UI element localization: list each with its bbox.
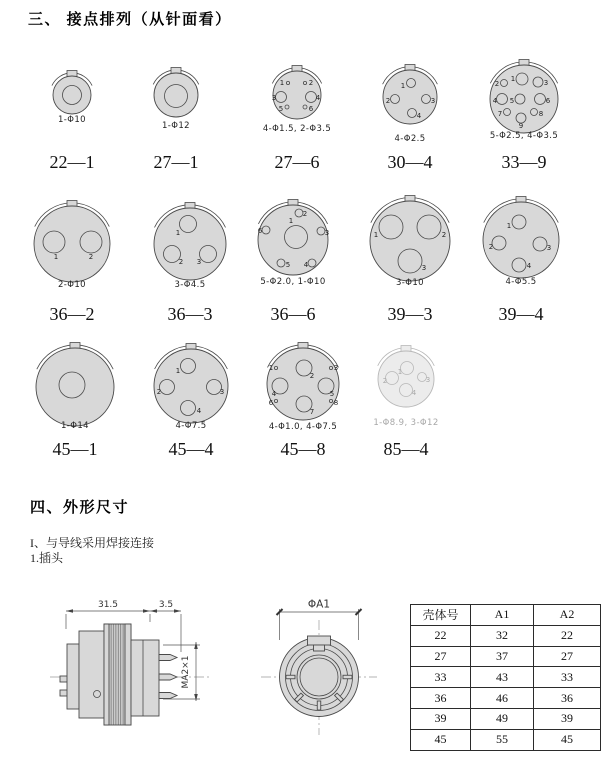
contact-hole [516,73,528,85]
table-header-cell: A2 [534,605,601,626]
table-cell: 39 [534,708,601,729]
table-row [411,688,601,709]
contact-hole [308,259,316,267]
connector-name: 33—9 [501,152,547,172]
contact-size-label: 3-Φ10 [396,278,424,288]
connector-name: 36—3 [167,304,213,324]
table-cell: 36 [411,688,471,709]
shell-dimension-table [410,604,601,751]
contact-size-label: 5-Φ2.5, 4-Φ3.5 [489,131,559,141]
contact-number: 4 [271,390,277,398]
contact-size-label: 2-Φ10 [58,280,86,290]
contact-hole [303,105,307,109]
contact-number: 1 [53,253,59,261]
connector-name: 39—3 [387,304,433,324]
bayonet-notch [343,675,352,679]
contact-hole [303,81,306,84]
contact-number: 5 [509,97,515,105]
contact-hole [401,362,414,375]
contact-hole [408,109,417,118]
contact-number: 5 [329,390,335,398]
dimension-value: 31.5 [97,600,119,610]
contact-number: 1 [268,364,274,372]
solder-pin [159,674,177,680]
contact-hole [160,380,175,395]
thread-spec: MA2×1 [181,655,191,689]
contact-number: 6 [257,227,263,235]
contact-hole [501,80,508,87]
contact-number: 1 [506,222,512,230]
connector-figure [154,344,228,460]
contact-number: 4 [416,112,422,120]
table-cell: 27 [534,646,601,667]
contact-size-label: 3-Φ4.5 [174,280,206,290]
connector-name: 45—4 [168,439,214,459]
contact-size-label: 5-Φ2.0, 1-Φ10 [260,277,326,287]
contact-hole [80,231,102,253]
contact-hole [515,94,525,104]
contact-number: 3 [425,376,431,384]
connector-figure [490,60,558,173]
connector-figure [36,343,114,460]
contact-size-label: 4-Φ7.5 [175,421,207,431]
contact-hole [417,215,441,239]
connector-name: 45—8 [280,439,326,459]
bayonet-notch [317,701,321,710]
connector-figure [483,197,559,325]
contact-hole [535,94,546,105]
contact-number: 3 [543,79,549,87]
ring-band [104,624,109,725]
connector-figure [267,343,339,460]
contact-number: 1 [510,75,516,83]
contact-number: 4 [411,389,417,397]
contact-number: 6 [308,105,314,113]
connector-figure [50,71,95,173]
contact-number: 3 [196,258,202,266]
contact-hole [533,237,547,251]
connector-name: 27—6 [274,152,320,172]
contact-hole [533,77,543,87]
section-3-title: 三、 接点排列（从针面看） [28,11,232,28]
contact-hole [43,231,65,253]
note-plug: 1.插头 [30,551,64,565]
connector-name: 30—4 [387,152,433,172]
contact-hole [398,249,422,273]
contact-number: 1 [279,79,285,87]
contact-hole [274,399,277,402]
connector-name: 22—1 [49,152,95,172]
keyway [314,645,325,651]
solder-pin [159,693,177,699]
contact-hole [181,359,196,374]
contact-number: 4 [196,407,202,415]
contact-number: 2 [309,372,315,380]
table-header-cell: 壳体号 [411,605,471,626]
contact-number: 9 [518,122,524,130]
connector-figure [263,66,331,173]
dimension-value: 3.5 [158,600,174,610]
section-4-title: 四、外形尺寸 [30,499,130,516]
contact-hole [165,85,188,108]
table-cell: 22 [534,625,601,646]
plug-body [79,631,104,718]
connector-figure [154,203,226,325]
contact-hole [391,95,400,104]
dimension-table [410,604,601,751]
table-row [411,729,601,750]
contact-number: 1 [373,231,379,239]
contact-hole [329,399,332,402]
arrowhead [194,642,198,649]
contact-hole [181,401,196,416]
contact-number: 2 [88,253,94,261]
contact-hole [492,236,506,250]
connector-figure [34,201,110,325]
contact-hole [262,226,270,234]
contact-size-label: 4-Φ2.5 [394,134,426,144]
contact-number: 8 [333,399,339,407]
note-connection-method: I、与导线采用焊接连接 [30,536,154,550]
contact-number: 2 [494,80,500,88]
contact-number: 2 [385,97,391,105]
contact-size-label: 4-Φ1.0, 4-Φ7.5 [268,422,338,432]
contact-size-label: 4-Φ1.5, 2-Φ3.5 [262,124,332,134]
table-header-cell: A1 [471,605,534,626]
table-row [411,625,601,646]
contact-number: 7 [309,408,315,416]
contact-size-label: 1-Φ10 [58,115,86,125]
contact-hole [274,366,277,369]
contact-number: 4 [526,262,532,270]
contact-number: 1 [397,368,403,376]
contact-number: 6 [545,97,551,105]
arrowhead [150,609,157,613]
contact-number: 1 [288,217,294,225]
contact-hole [531,109,538,116]
arrowhead [194,694,198,701]
connector-name: 36—6 [270,304,316,324]
connector-name: 27—1 [153,152,199,172]
table-row [411,667,601,688]
table-cell: 43 [471,667,534,688]
connector-name: 36—2 [49,304,95,324]
front-shell [131,640,159,716]
contact-number: 2 [441,231,447,239]
table-cell: 37 [471,646,534,667]
contact-hole [504,109,511,116]
contact-hole [512,215,526,229]
table-cell: 45 [411,729,471,750]
contact-number: 8 [538,110,544,118]
contact-hole [407,79,416,88]
contact-number: 1 [175,229,181,237]
arrowhead [143,609,150,613]
connector-figure [370,196,450,325]
contact-hole [386,372,399,385]
table-row [411,708,601,729]
table-cell: 22 [411,625,471,646]
contact-number: 2 [302,210,308,218]
contact-number: 3 [421,264,427,272]
table-cell: 39 [411,708,471,729]
connector-figure [373,346,438,460]
contact-number: 6 [268,399,274,407]
contact-hole [200,246,217,263]
contact-number: 4 [315,94,321,102]
table-cell: 32 [471,625,534,646]
connector-figure [383,65,438,173]
table-cell: 49 [471,708,534,729]
bayonet-notch [286,675,295,679]
contact-number: 3 [324,229,330,237]
contact-number: 3 [333,364,339,372]
contact-size-label: 1-Φ12 [162,121,190,131]
connector-name: 39—4 [498,304,544,324]
contact-hole [277,259,285,267]
connector-name: 85—4 [383,439,429,459]
contact-number: 3 [271,94,277,102]
contact-hole [512,258,526,272]
contact-hole [180,216,197,233]
connector-figure [258,200,329,325]
plug-side-view [50,600,212,725]
contact-number: 5 [285,261,291,269]
contact-hole [422,95,431,104]
contact-number: 4 [303,261,309,269]
contact-number: 3 [219,388,225,396]
contact-number: 3 [546,244,552,252]
table-header-row [411,605,601,626]
rear-shell [67,644,79,709]
table-cell: 46 [471,688,534,709]
contact-hole [276,92,287,103]
contact-hole [497,94,508,105]
contact-number: 5 [278,105,284,113]
contact-size-label: 1-Φ14 [61,421,89,431]
solder-pin [159,655,177,661]
contact-hole [285,105,289,109]
table-cell: 45 [534,729,601,750]
keyway [308,636,331,645]
connector-name: 45—1 [52,439,98,459]
contact-number: 2 [382,377,388,385]
contact-size-label: 1-Φ8.9, 3-Φ12 [373,418,439,428]
diameter-label: ΦA1 [307,598,331,611]
connector-figure [153,68,199,173]
ring-band [125,624,131,725]
arrowhead [66,609,73,613]
contact-hole [400,384,413,397]
table-cell: 27 [411,646,471,667]
contact-hole [286,81,289,84]
contact-arrangement-diagrams [34,60,559,460]
plug-front-view [261,599,377,736]
contact-number: 1 [400,82,406,90]
contact-number: 1 [175,367,181,375]
contact-number: 2 [488,243,494,251]
contact-number: 7 [497,110,503,118]
table-cell: 33 [411,667,471,688]
contact-hole [329,366,332,369]
arrowhead [174,609,181,613]
contact-hole [63,86,82,105]
contact-hole [379,215,403,239]
contact-size-label: 4-Φ5.5 [505,277,537,287]
contact-hole [285,226,308,249]
contact-number: 4 [492,97,498,105]
contact-number: 3 [430,97,436,105]
table-cell: 55 [471,729,534,750]
table-row [411,646,601,667]
contact-hole [59,372,85,398]
contact-number: 2 [178,258,184,266]
table-cell: 33 [534,667,601,688]
contact-number: 2 [308,79,314,87]
table-cell: 36 [534,688,601,709]
contact-number: 2 [156,388,162,396]
